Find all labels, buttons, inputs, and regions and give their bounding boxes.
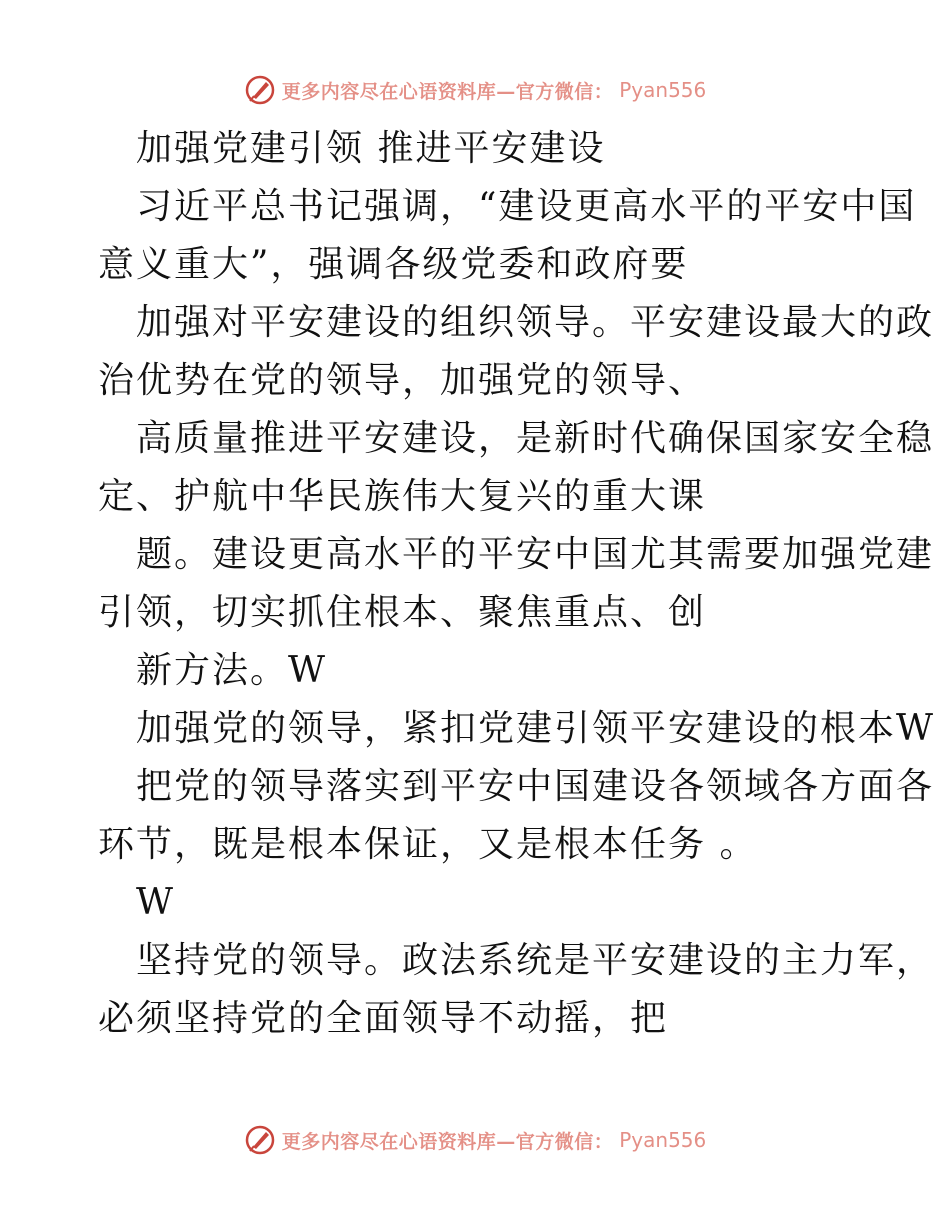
paragraph-line: 习近平总书记强调，“建设更高水平的平安中国 xyxy=(136,186,917,227)
paragraph-line: 题。建设更高水平的平安中国尤其需要加强党建 xyxy=(136,534,935,575)
quill-logo-icon xyxy=(244,1124,276,1156)
paragraph-line: 治优势在党的领导，加强党的领导、 xyxy=(98,360,707,401)
paragraph-line: 高质量推进平安建设，是新时代确保国家安全稳 xyxy=(136,418,935,459)
paragraph-line: 坚持党的领导。政法系统是平安建设的主力军， xyxy=(136,940,935,981)
paragraph-line: 加强对平安建设的组织领导。平安建设最大的政 xyxy=(136,302,935,343)
footer-wechat-id: Pyan556 xyxy=(619,1128,707,1152)
header-slogan: 更多内容尽在心语资料库—官方微信： xyxy=(281,80,614,103)
paragraph-line: 环节，既是根本保证，又是根本任务 。 xyxy=(98,824,758,865)
paragraph-line: 意义重大”，强调各级党委和政府要 xyxy=(98,244,689,285)
paragraph-line: 引领，切实抓住根本、聚焦重点、创 xyxy=(98,592,707,633)
paragraph-line: 必须坚持党的全面领导不动摇，把 xyxy=(98,998,669,1039)
header-wechat-id: Pyan556 xyxy=(619,78,707,102)
header-watermark xyxy=(0,70,950,110)
footer-slogan: 更多内容尽在心语资料库—官方微信： xyxy=(281,1130,614,1153)
document-body xyxy=(98,120,936,1048)
paragraph-line: 定、护航中华民族伟大复兴的重大课 xyxy=(98,476,707,517)
footer-watermark xyxy=(0,1120,950,1160)
paragraph-line: 把党的领导落实到平安中国建设各领域各方面各 xyxy=(136,766,935,807)
section-heading: 加强党的领导，紧扣党建引领平安建设的根本W xyxy=(136,708,936,749)
quill-logo-icon xyxy=(244,74,276,106)
paragraph-line: 新方法。W xyxy=(136,650,328,691)
document-title: 加强党建引领 推进平安建设 xyxy=(136,128,606,169)
paragraph-line: W xyxy=(136,882,176,923)
